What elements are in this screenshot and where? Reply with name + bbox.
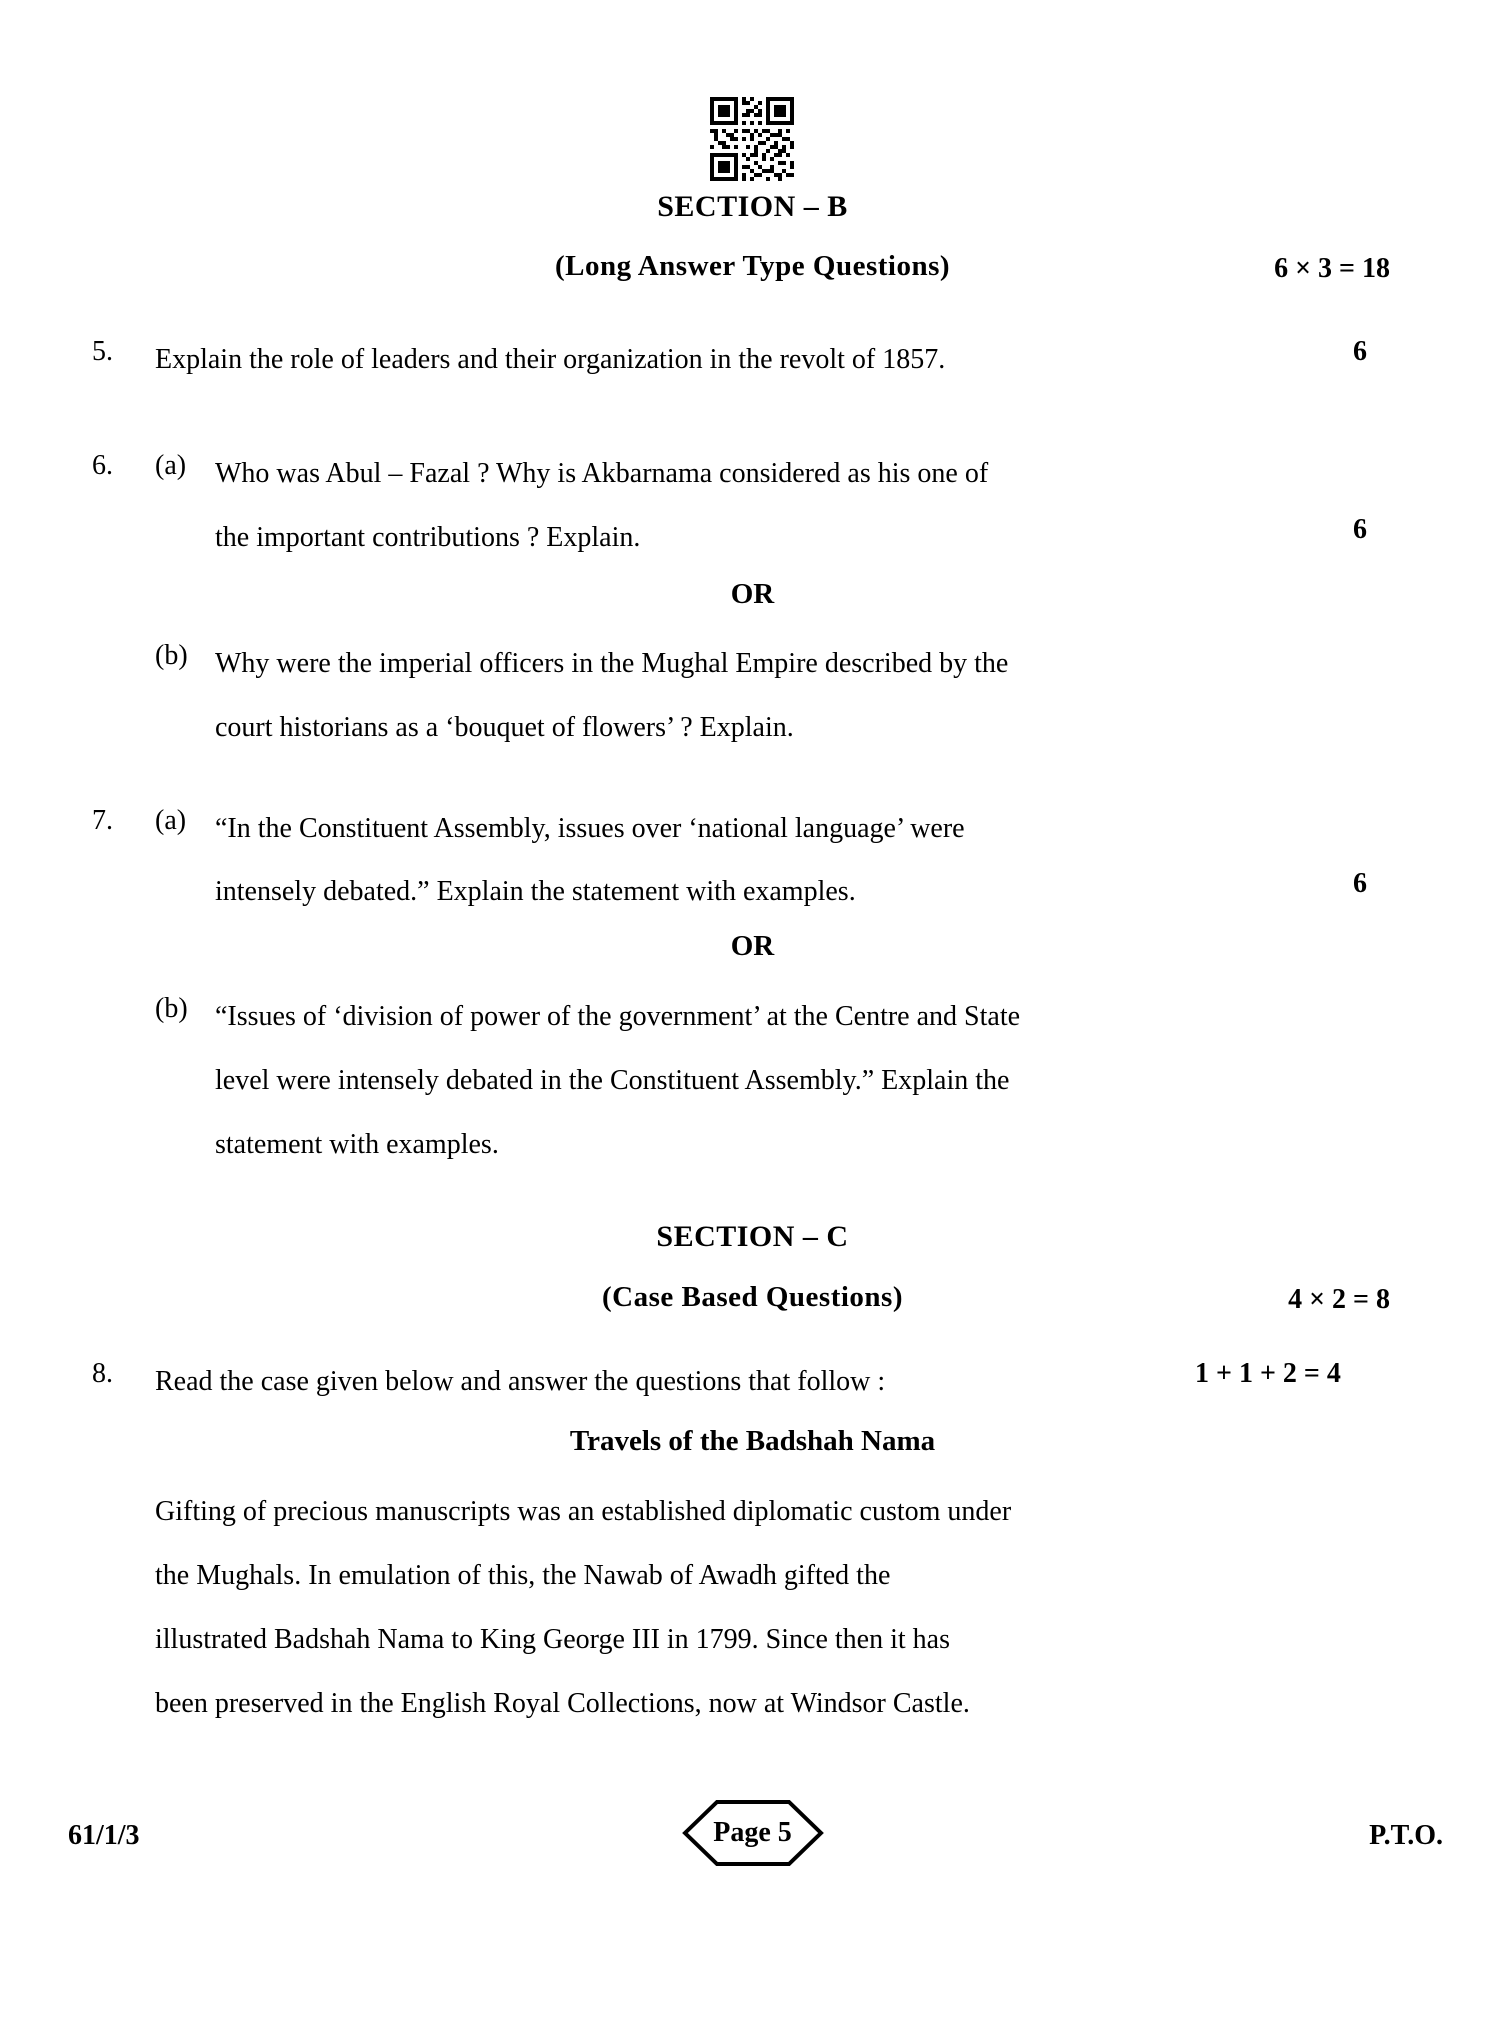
question-5-text: Explain the role of leaders and their organization in the revolt of 1857. [155,344,946,375]
section-b-title: SECTION – B [657,190,848,223]
question-6b-line-1: Why were the imperial officers in the Mughal Empire described by the [215,648,1009,679]
or-separator-7: OR [730,930,775,962]
question-8-text: Read the case given below and answer the questions that follow : [155,1366,886,1397]
section-c-subtitle: (Case Based Questions) [601,1281,903,1313]
section-b-subtitle: (Long Answer Type Questions) [554,250,951,282]
pto-label: P.T.O. [1369,1820,1443,1851]
question-6a-label: (a) [155,450,187,481]
section-c-marks: 4 × 2 = 8 [1288,1284,1390,1315]
question-7a-line-2: intensely debated.” Explain the statement with examples. [215,876,856,907]
paper-code: 61/1/3 [68,1820,140,1851]
question-7b-line-1: “Issues of ‘division of power of the government’ at the Centre and State [215,1001,1021,1032]
qr-code-icon [710,95,794,183]
case-study-line-4: been preserved in the English Royal Collections, now at Windsor Castle. [155,1688,970,1719]
question-7a-line-1: “In the Constituent Assembly, issues over ‘national language’ were [215,813,965,844]
section-c-title: SECTION – C [656,1220,849,1253]
page-number-label: Page 5 [713,1817,792,1848]
question-6b-label: (b) [155,640,188,671]
case-study-title: Travels of the Badshah Nama [569,1425,936,1457]
question-7a-marks: 6 [1353,868,1367,899]
question-7b-label: (b) [155,993,188,1024]
case-study-line-3: illustrated Badshah Nama to King George III in 1799. Since then it has [155,1624,950,1655]
question-8-number: 8. [92,1358,113,1389]
question-8-marks: 1 + 1 + 2 = 4 [1195,1358,1341,1389]
question-7b-line-2: level were intensely debated in the Constituent Assembly.” Explain the [215,1065,1010,1096]
page-number-badge [0,1797,1505,1874]
question-5-marks: 6 [1353,336,1367,367]
question-7b-line-3: statement with examples. [215,1129,499,1160]
question-6a-line-2: the important contributions ? Explain. [215,522,641,553]
case-study-line-1: Gifting of precious manuscripts was an established diplomatic custom under [155,1496,1012,1527]
question-7-number: 7. [92,805,113,836]
question-5-number: 5. [92,336,113,367]
question-6a-line-1: Who was Abul – Fazal ? Why is Akbarnama considered as his one of [215,458,989,489]
question-7a-label: (a) [155,805,187,836]
case-study-line-2: the Mughals. In emulation of this, the Nawab of Awadh gifted the [155,1560,891,1591]
question-6-number: 6. [92,450,113,481]
hexagon-shape [655,1797,851,1869]
question-6a-marks: 6 [1353,514,1367,545]
section-b-marks: 6 × 3 = 18 [1274,253,1390,284]
question-6b-line-2: court historians as a ‘bouquet of flowers’ ? Explain. [215,712,794,743]
or-separator-6: OR [730,578,775,610]
